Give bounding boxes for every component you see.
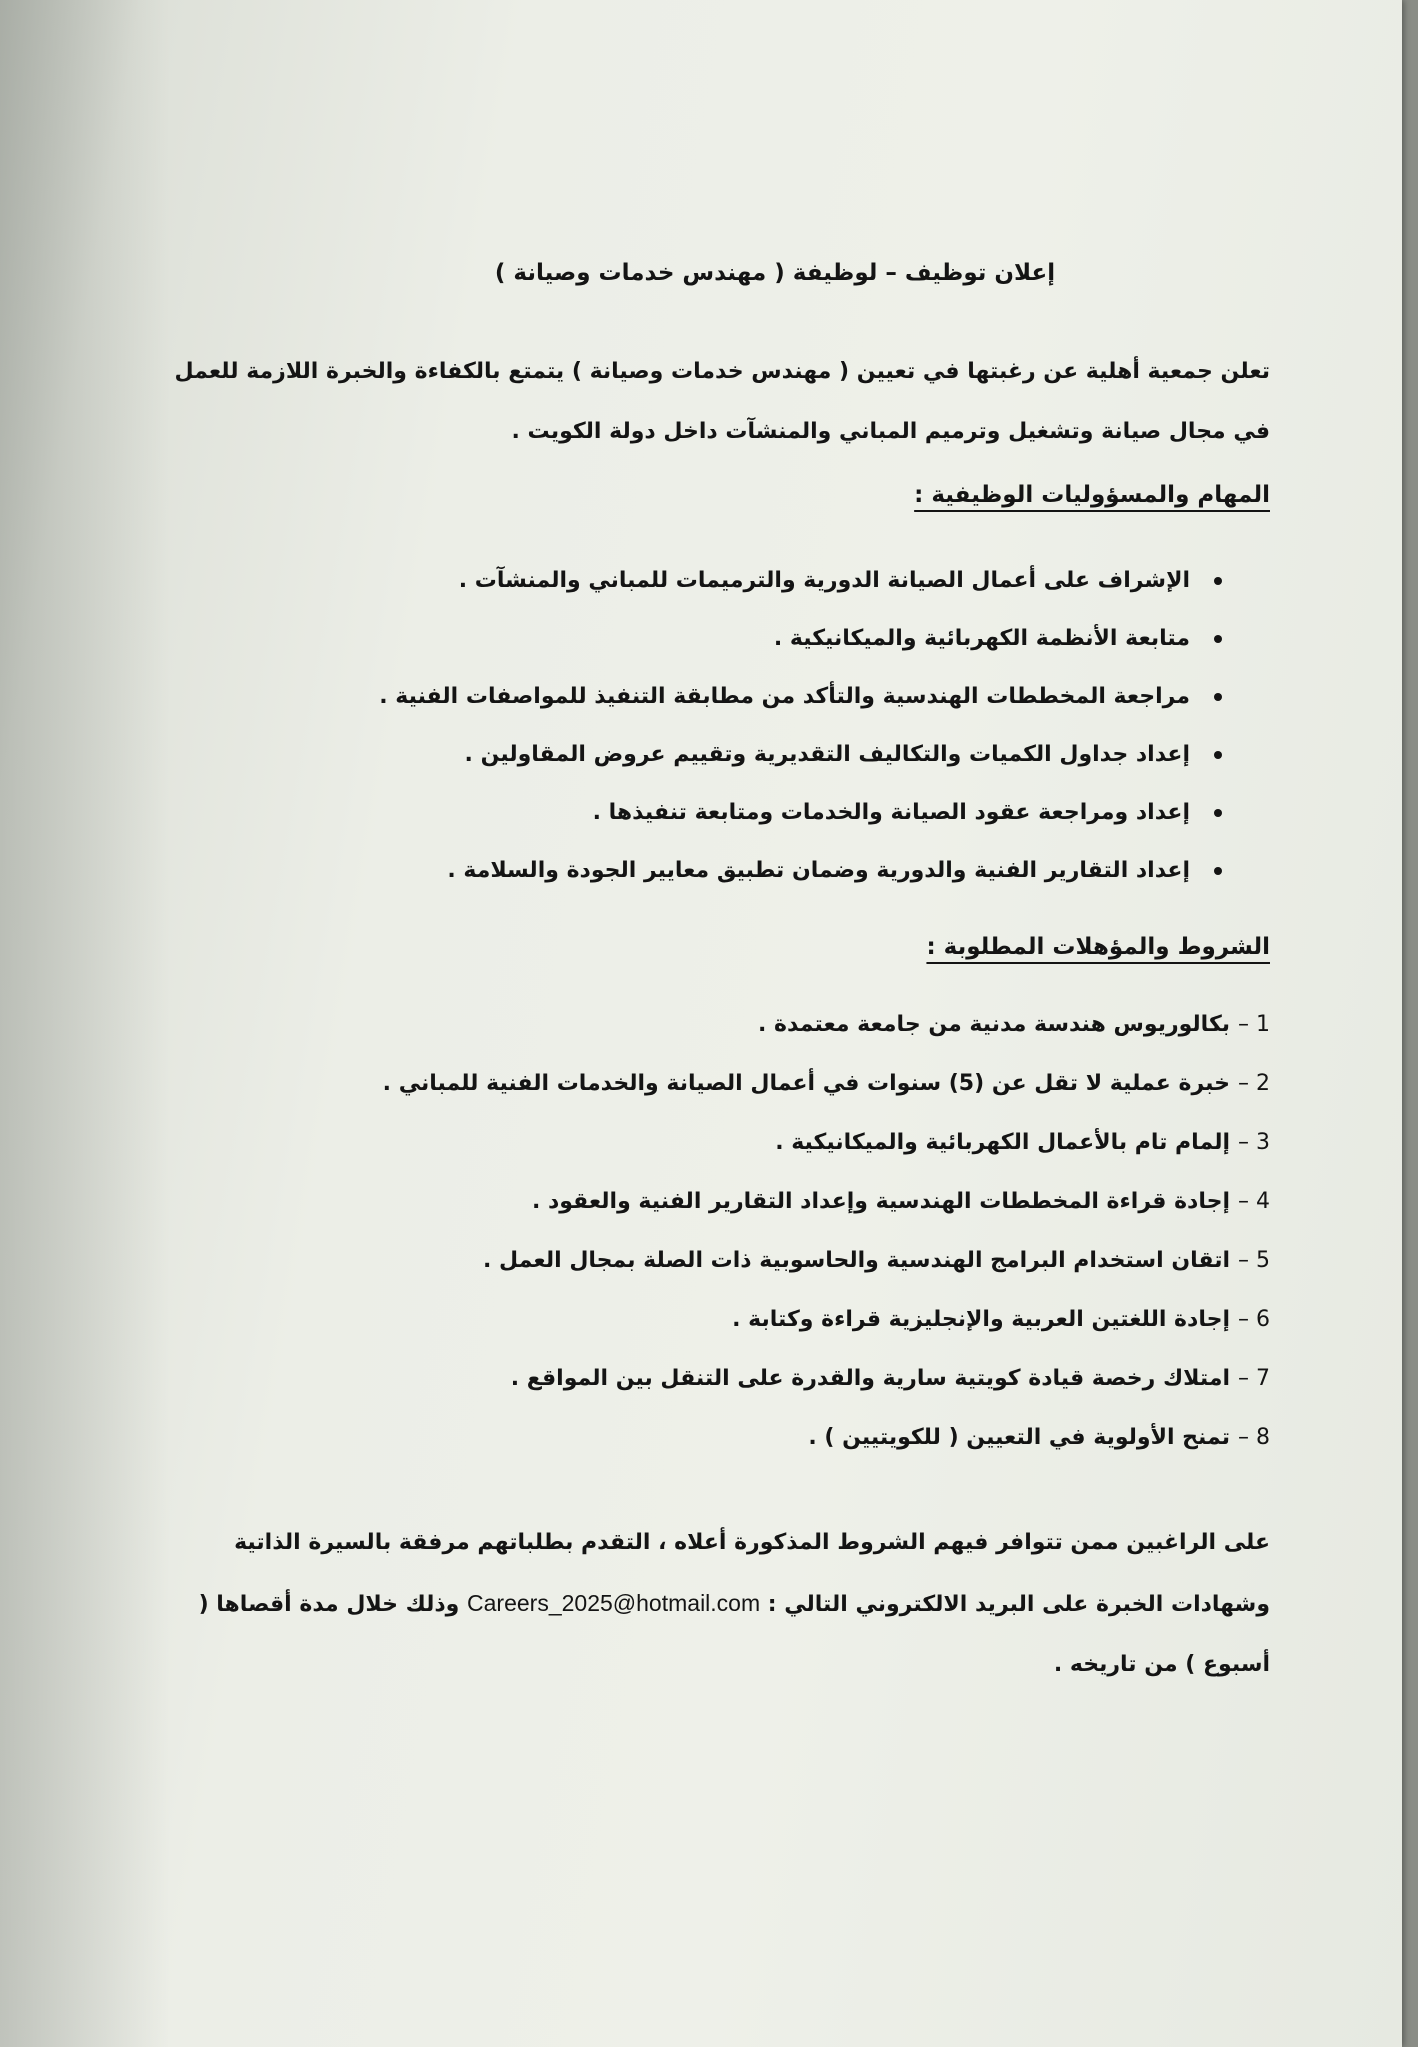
requirement-text: تمنح الأولوية في التعيين ( للكويتيين ) . xyxy=(808,1425,1230,1450)
responsibility-item: إعداد التقارير الفنية والدورية وضمان تطبيق معايير الجودة والسلامة . xyxy=(379,842,1230,900)
requirement-text: بكالوريوس هندسة مدنية من جامعة معتمدة . xyxy=(758,1012,1230,1037)
closing-paragraph xyxy=(150,1513,1270,1695)
requirement-item xyxy=(383,995,1270,1054)
requirement-number: 3 – xyxy=(1238,1130,1270,1155)
responsibility-item: الإشراف على أعمال الصيانة الدورية والترميمات للمباني والمنشآت . xyxy=(379,552,1230,610)
requirement-item xyxy=(383,1054,1270,1113)
intro-paragraph: تعلن جمعية أهلية عن رغبتها في تعيين ( مهندس خدمات وصيانة ) يتمتع بالكفاءة والخبرة اللازمة للعمل في مجال صيانة وتشغيل وترميم المباني والمنشآت داخل دولة الكويت . xyxy=(174,359,1270,444)
announcement-title: إعلان توظيف – لوظيفة ( مهندس خدمات وصيانة ) xyxy=(494,260,1056,286)
requirement-number: 8 – xyxy=(1238,1425,1270,1450)
responsibility-item: متابعة الأنظمة الكهربائية والميكانيكية . xyxy=(379,610,1230,668)
email-address: Careers_2025@hotmail.com xyxy=(467,1590,761,1616)
responsibility-item: إعداد ومراجعة عقود الصيانة والخدمات ومتابعة تنفيذها . xyxy=(379,784,1230,842)
requirement-item xyxy=(383,1172,1270,1231)
requirement-item xyxy=(383,1290,1270,1349)
requirement-item xyxy=(383,1231,1270,1290)
requirement-item xyxy=(383,1113,1270,1172)
requirement-text: إجادة اللغتين العربية والإنجليزية قراءة وكتابة . xyxy=(732,1307,1230,1332)
requirement-text: إجادة قراءة المخططات الهندسية وإعداد التقارير الفنية والعقود . xyxy=(531,1189,1230,1214)
requirement-item xyxy=(383,1349,1270,1408)
closing-text-end: وذلك خلال مدة أقصاها ( أسبوع ) من تاريخه . xyxy=(198,1592,1270,1677)
requirement-number: 2 – xyxy=(1238,1071,1270,1096)
requirement-text: اتقان استخدام البرامج الهندسية والحاسوبية ذات الصلة بمجال العمل . xyxy=(483,1248,1230,1273)
requirements-list xyxy=(383,995,1270,1467)
requirement-text: إلمام تام بالأعمال الكهربائية والميكانيكية . xyxy=(775,1130,1230,1155)
requirement-item xyxy=(383,1408,1270,1467)
responsibility-item: مراجعة المخططات الهندسية والتأكد من مطابقة التنفيذ للمواصفات الفنية . xyxy=(379,668,1230,726)
closing-text-start: على الراغبين ممن تتوافر فيهم الشروط المذكورة أعلاه ، التقدم بطلباتهم مرفقة بالسيرة الذاتية وشهادات الخبرة على البريد الالكتروني التالي : xyxy=(234,1530,1270,1617)
requirement-number: 6 – xyxy=(1238,1307,1270,1332)
requirement-text: امتلاك رخصة قيادة كويتية سارية والقدرة على التنقل بين المواقع . xyxy=(510,1366,1230,1391)
requirement-number: 1 – xyxy=(1238,1012,1270,1037)
responsibilities-list xyxy=(379,552,1230,900)
requirement-number: 4 – xyxy=(1238,1189,1270,1214)
responsibilities-heading: المهام والمسؤوليات الوظيفية : xyxy=(914,482,1270,508)
requirement-text: خبرة عملية لا تقل عن (5) سنوات في أعمال الصيانة والخدمات الفنية للمباني . xyxy=(382,1071,1230,1096)
requirements-heading: الشروط والمؤهلات المطلوبة : xyxy=(926,934,1270,960)
requirement-number: 5 – xyxy=(1238,1248,1270,1273)
paper-shadow xyxy=(0,0,170,2047)
responsibility-item: إعداد جداول الكميات والتكاليف التقديرية وتقييم عروض المقاولين . xyxy=(379,726,1230,784)
requirement-number: 7 – xyxy=(1238,1366,1270,1391)
